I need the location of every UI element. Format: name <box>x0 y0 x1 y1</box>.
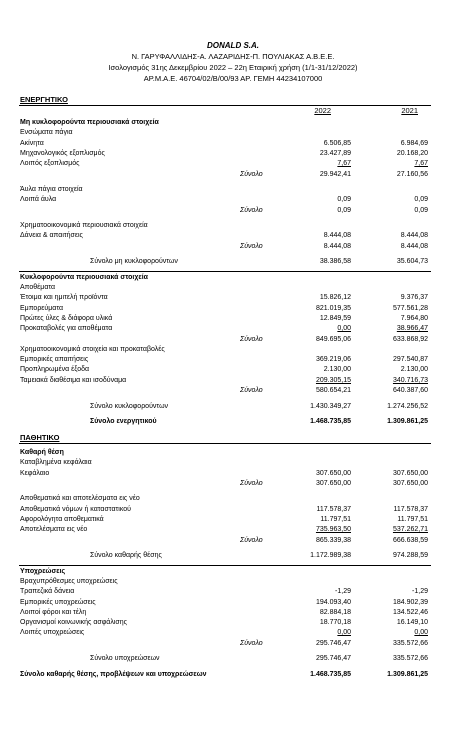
line-item-label: Λοιπός εξοπλισμός <box>20 160 80 168</box>
line-item-row <box>0 494 466 504</box>
group-heading-row <box>0 118 466 128</box>
line-item-label: Άυλα πάγια στοιχεία <box>20 186 83 193</box>
value-2021: 297.540,87 <box>392 356 428 364</box>
value-2022: 0,00 <box>337 325 351 333</box>
total-label: Σύνολο μη κυκλοφορούντων <box>90 258 178 266</box>
value-2022: 0,00 <box>337 629 351 637</box>
section-liabilities-heading: ΠΑΘΗΤΙΚΟ <box>20 432 60 442</box>
value-2021: 666.638,59 <box>392 536 428 544</box>
value-2022: 580.654,21 <box>315 387 351 394</box>
value-2022: 295.746,47 <box>315 655 351 663</box>
line-item-row <box>0 159 466 169</box>
section-divider <box>19 443 431 444</box>
value-2022: 12.849,59 <box>319 314 351 322</box>
subtotal-label: Σύνολο <box>240 335 263 343</box>
line-item-row <box>0 525 466 535</box>
company-owners: Ν. ΓΑΡΥΦΑΛΛΙΔΗΣ-Α. ΛΑΖΑΡΙΔΗΣ-Π. ΠΟΥΛΙΑΚΑΣ Α.Β.Ε.Ε. <box>131 52 335 61</box>
group-heading-row <box>0 448 466 458</box>
value-2022: 0,09 <box>337 206 351 214</box>
line-item-label: Καθαρή θέση <box>20 449 64 456</box>
line-item-row <box>0 283 466 293</box>
line-item-row <box>0 231 466 241</box>
subtotal-label: Σύνολο <box>240 536 263 544</box>
value-2021: 134.522,46 <box>392 608 428 616</box>
subtotal-row <box>0 242 466 252</box>
line-item-row <box>0 608 466 618</box>
value-2021: 27.160,56 <box>396 170 428 178</box>
total-row <box>0 551 466 561</box>
value-2021: 16.149,10 <box>396 619 428 627</box>
subtotal-row <box>0 536 466 546</box>
value-2022: 307.650,00 <box>315 469 351 477</box>
line-item-label: Έτοιμα και ημιτελή προϊόντα <box>20 294 108 302</box>
value-2022: 295.746,47 <box>315 639 351 647</box>
total-row <box>0 257 466 267</box>
value-2022: 82.884,18 <box>319 608 351 616</box>
value-2021: 2.130,00 <box>400 366 428 374</box>
value-2021: 1.309.861,25 <box>387 670 428 678</box>
subtotal-label: Σύνολο <box>240 387 263 394</box>
value-2021: 340.716,73 <box>392 376 428 384</box>
value-2022: 307.650,00 <box>315 479 351 487</box>
line-item-row <box>0 345 466 355</box>
line-item-label: Λοιπά άυλα <box>20 196 57 204</box>
value-2021: 577.561,28 <box>392 304 428 312</box>
year-previous-header: 2021 <box>401 106 418 115</box>
value-2021: 537.262,71 <box>392 526 428 534</box>
value-2022: 865.339,38 <box>315 536 351 544</box>
line-item-row <box>0 376 466 386</box>
line-item-label: Λοιποί φόροι και τέλη <box>20 608 87 616</box>
line-item-label: Ενσώματα πάγια <box>20 129 73 137</box>
line-item-label: Τραπεζικά δάνεια <box>20 588 75 596</box>
line-item-label: Εμπορικές απαιτήσεις <box>20 356 89 364</box>
line-item-label: Εμπορεύματα <box>20 304 64 312</box>
company-name: DONALD S.A. <box>207 41 259 50</box>
subtotal-label: Σύνολο <box>240 479 263 487</box>
line-item-row <box>0 128 466 138</box>
line-item-row <box>0 469 466 479</box>
registry-numbers: ΑΡ.Μ.Α.Ε. 46704/02/Β/00/93 ΑΡ. ΓΕΜΗ 44234107000 <box>143 74 323 83</box>
value-2021: 20.168,20 <box>396 149 428 157</box>
value-2021: 8.444,08 <box>400 242 428 250</box>
value-2022: 0,09 <box>337 196 351 204</box>
line-item-label: Μηχανολογικός εξοπλισμός <box>20 149 105 157</box>
value-2021: 184.902,39 <box>392 598 428 606</box>
line-item-label: Πρώτες ύλες & διάφορα υλικά <box>20 314 113 322</box>
line-item-label: Αποθεματικά και αποτελέσματα εις νέο <box>20 495 140 503</box>
subtotal-row <box>0 335 466 345</box>
value-2021: 117.578,37 <box>393 505 428 513</box>
line-item-row <box>0 355 466 365</box>
line-item-label: Ταμειακά διαθέσιμα και ισοδύναμα <box>20 376 127 384</box>
subtotal-row <box>0 639 466 649</box>
line-item-label: Εμπορικές υποχρεώσεις <box>20 598 96 606</box>
line-item-row <box>0 628 466 638</box>
line-item-label: Χρηματοοικονομικά περιουσιακά στοιχεία <box>20 222 148 230</box>
line-item-label: Αφορολόγητα αποθεματικά <box>20 516 104 523</box>
total-row <box>0 417 466 427</box>
value-2022: 8.444,08 <box>323 232 351 240</box>
line-item-row <box>0 304 466 314</box>
group-divider <box>19 271 431 272</box>
section-divider <box>19 105 431 106</box>
year-current-header: 2022 <box>314 106 331 115</box>
value-2022: 849.695,06 <box>315 335 351 343</box>
line-item-row <box>0 149 466 159</box>
value-2022: 15.826,12 <box>319 294 351 302</box>
value-2022: 18.770,18 <box>319 619 351 627</box>
value-2021: 8.444,08 <box>400 232 428 240</box>
value-2022: 369.219,06 <box>315 356 351 364</box>
value-2021: 1.274.256,52 <box>387 402 428 410</box>
line-item-label: Λοιπές υποχρεώσεις <box>20 629 85 637</box>
value-2022: -1,29 <box>335 588 351 596</box>
value-2021: 35.604,73 <box>396 258 428 266</box>
value-2022: 1.430.349,27 <box>310 402 351 410</box>
group-heading-row <box>0 567 466 577</box>
subtotal-row <box>0 170 466 180</box>
line-item-row <box>0 221 466 231</box>
total-label: Σύνολο κυκλοφορούντων <box>90 402 169 410</box>
value-2021: 9.376,37 <box>400 294 428 302</box>
line-item-row <box>0 618 466 628</box>
value-2022: 194.093,40 <box>315 598 351 606</box>
value-2021: 0,09 <box>414 206 428 214</box>
value-2021: 633.868,92 <box>392 335 428 343</box>
group-heading-row <box>0 273 466 283</box>
grand-total-label: Σύνολο καθαρής θέσης, προβλέψεων και υποχρεώσεων <box>20 670 207 678</box>
subtotal-row <box>0 386 466 396</box>
total-row <box>0 402 466 412</box>
line-item-label: Βραχυπρόθεσμες υποχρεώσεις <box>20 577 118 585</box>
subtotal-label: Σύνολο <box>240 639 263 647</box>
value-2022: 6.506,85 <box>323 139 351 147</box>
value-2022: 209.305,15 <box>315 376 351 384</box>
value-2021: 335.572,66 <box>392 639 428 647</box>
value-2021: 974.288,59 <box>392 552 428 560</box>
group-divider <box>19 565 431 566</box>
value-2022: 117.578,37 <box>316 505 351 513</box>
line-item-label: Αποθεματικά νόμων ή καταστατικού <box>20 505 131 513</box>
value-2021: 307.650,00 <box>392 469 428 477</box>
value-2022: 38.386,58 <box>319 258 351 266</box>
line-item-row <box>0 577 466 587</box>
value-2021: 11.797,51 <box>397 516 428 523</box>
line-item-label: Δάνεια & απαιτήσεις <box>20 232 83 240</box>
section-assets-heading: ΕΝΕΡΓΗΤΙΚΟ <box>20 95 68 104</box>
value-2021: 0,09 <box>414 196 428 204</box>
line-item-label: Προπληρωμένα έξοδα <box>20 366 90 374</box>
value-2022: 1.468.735,85 <box>310 670 351 678</box>
line-item-label: Αποτελέσματα εις νέο <box>20 526 88 534</box>
line-item-row <box>0 458 466 468</box>
subtotal-row <box>0 206 466 216</box>
line-item-label: Αποθέματα <box>20 284 56 291</box>
value-2021: 640.387,60 <box>392 387 428 394</box>
value-2021: 38.966,47 <box>396 325 428 333</box>
value-2022: 23.427,89 <box>319 149 351 157</box>
line-item-label: Ακίνητα <box>20 139 44 147</box>
total-label: Σύνολο ενεργητικού <box>90 418 157 425</box>
line-item-row <box>0 293 466 303</box>
value-2021: -1,29 <box>412 588 428 596</box>
line-item-label: Καταβλημένα κεφάλαια <box>20 459 92 467</box>
value-2022: 1.468.735,85 <box>310 418 351 425</box>
line-item-row <box>0 185 466 195</box>
subtotal-label: Σύνολο <box>240 170 263 178</box>
subtotal-label: Σύνολο <box>240 242 263 250</box>
line-item-label: Προκαταβολές για αποθέματα <box>20 325 113 333</box>
value-2022: 821.019,35 <box>315 304 351 312</box>
line-item-label: Χρηματοοικονομικά στοιχεία και προκαταβολές <box>20 345 165 353</box>
value-2021: 335.572,66 <box>392 655 428 663</box>
total-label: Σύνολο υποχρεώσεων <box>90 655 160 663</box>
line-item-label: Μη κυκλοφορούντα περιουσιακά στοιχεία <box>20 119 159 126</box>
value-2022: 1.172.989,38 <box>310 552 351 560</box>
line-item-row <box>0 195 466 205</box>
line-item-row <box>0 365 466 375</box>
line-item-row <box>0 324 466 334</box>
total-label: Σύνολο καθαρής θέσης <box>90 552 162 560</box>
value-2021: 6.984,69 <box>400 139 428 147</box>
value-2022: 8.444,08 <box>323 242 351 250</box>
subtotal-label: Σύνολο <box>240 206 263 214</box>
line-item-label: Υποχρεώσεις <box>20 567 66 575</box>
value-2021: 7,67 <box>414 160 428 168</box>
value-2021: 1.309.861,25 <box>387 418 428 425</box>
line-item-row <box>0 314 466 324</box>
line-item-row <box>0 598 466 608</box>
value-2021: 0,00 <box>414 629 428 637</box>
value-2021: 307.650,00 <box>392 479 428 487</box>
subtotal-row <box>0 479 466 489</box>
value-2022: 29.942,41 <box>319 170 351 178</box>
value-2022: 11.797,51 <box>320 516 351 523</box>
value-2022: 7,67 <box>337 160 351 168</box>
value-2022: 735.963,50 <box>315 526 351 534</box>
grand-total-row <box>0 670 466 680</box>
line-item-label: Κυκλοφορούντα περιουσιακά στοιχεία <box>20 273 148 281</box>
report-period: Ισολογισμός 31ης Δεκεμβρίου 2022 – 22η Εταιρική χρήση (1/1-31/12/2022) <box>108 63 358 72</box>
line-item-label: Οργανισμοί κοινωνικής ασφάλισης <box>20 619 127 627</box>
line-item-row <box>0 139 466 149</box>
line-item-row <box>0 515 466 525</box>
total-row <box>0 654 466 664</box>
line-item-label: Κεφάλαιο <box>20 469 50 477</box>
line-item-row <box>0 505 466 515</box>
value-2021: 7.964,80 <box>400 314 428 322</box>
value-2022: 2.130,00 <box>323 366 351 374</box>
line-item-row <box>0 587 466 597</box>
